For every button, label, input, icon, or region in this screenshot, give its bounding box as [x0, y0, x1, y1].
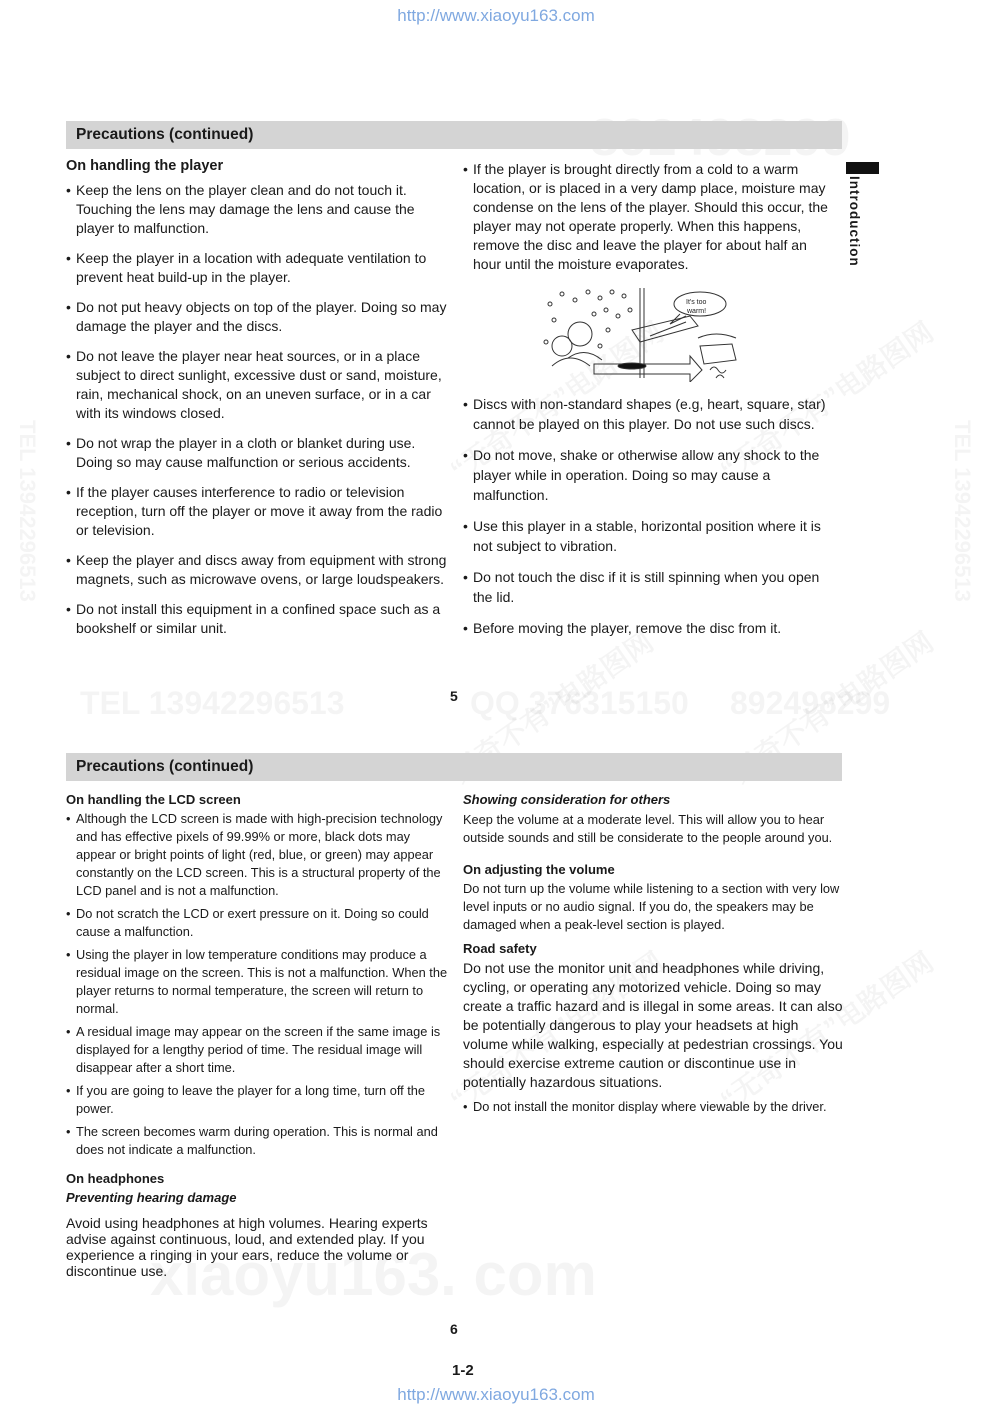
- page5-number: 5: [450, 688, 458, 704]
- page6-section-bar: Precautions (continued): [66, 753, 842, 781]
- header-url[interactable]: http://www.xiaoyu163.com: [397, 6, 595, 25]
- lcd-heading: On handling the LCD screen: [66, 792, 241, 807]
- side-tab-marker: [846, 162, 879, 174]
- footer-url[interactable]: http://www.xiaoyu163.com: [397, 1385, 595, 1404]
- page5-right-column-top: [463, 160, 838, 285]
- volume-text: Do not turn up the volume while listening to a section with very low level inputs or no audio signal. If you do, the speakers may be damaged when a peak-level section is played.: [463, 881, 840, 932]
- list-item: • Do not install the monitor display where viewable by the driver.: [463, 1098, 845, 1116]
- page5-section-bar: Precautions (continued): [66, 121, 842, 149]
- road-text: Do not use the monitor unit and headphones while driving, cycling, or operating any motorized vehicle. Doing so may create a traffic hazard and is illegal in some areas. It can also be potentially dangerous to play your headsets at high volume while walking, especially at pedestrian crossings. You should exercise extreme caution or discontinue use in potentially hazardous situations.: [463, 960, 843, 1090]
- list-item: • Do not touch the disc if it is still spinning when you open the lid.: [463, 567, 838, 607]
- watermark-phone: [80, 685, 345, 722]
- condensation-illustration: [540, 286, 750, 382]
- list-item: • Although the LCD screen is made with high-precision technology and has effective pixels of 99.99% or more, black dots may appear or bright points of light (red, blue, or green) may appear constantly on the LCD screen. This is a structural property of the LCD panel and is not a malfunction.: [66, 810, 450, 900]
- watermark-side-left: [14, 420, 40, 602]
- list-item: • Before moving the player, remove the disc from it.: [463, 618, 838, 638]
- page5-left-list: [66, 181, 450, 638]
- list-item: • If the player causes interference to radio or television reception, turn off the player or move it away from the radio or television.: [66, 483, 450, 540]
- hearing-heading: Preventing hearing damage: [66, 1190, 237, 1205]
- page5-left-heading: On handling the player: [66, 158, 224, 174]
- list-item: • Do not install this equipment in a confined space such as a bookshelf or similar unit.: [66, 600, 450, 638]
- page5-right-column-bottom: [463, 394, 838, 649]
- list-item: • Discs with non-standard shapes (e.g, heart, square, star) cannot be played on this player. Do not use such discs.: [463, 394, 838, 434]
- list-item: • Keep the lens on the player clean and do not touch it. Touching the lens may damage the lens and cause the player to malfunction.: [66, 181, 450, 238]
- headphones-heading: On headphones: [66, 1171, 165, 1186]
- list-item: • Do not leave the player near heat sources, or in a place subject to direct sunlight, excessive dust or sand, moisture, rain, mechanical shock, on an uneven surface, or in a car with its windows closed.: [66, 347, 450, 423]
- list-item: • The screen becomes warm during operation. This is normal and does not indicate a malfunction.: [66, 1123, 450, 1159]
- page5-right-list: [463, 394, 838, 638]
- page5-right-list-top: [463, 160, 838, 274]
- list-item: • Do not move, shake or otherwise allow any shock to the player while in operation. Doing so may cause a malfunction.: [463, 445, 838, 505]
- list-item: • If the player is brought directly from a cold to a warm location, or is placed in a very damp place, moisture may condense on the lens of the player. Should this occur, the player may not operate properly. When this happens, remove the disc and leave the player for about half an hour until the moisture evaporates.: [463, 160, 838, 274]
- road-list: [463, 1098, 845, 1116]
- list-item: • If you are going to leave the player for a long time, turn off the power.: [66, 1082, 450, 1118]
- watermark-side-right: [949, 420, 975, 602]
- list-item: • Using the player in low temperature conditions may produce a residual image on the screen. This is not a malfunction. When the player returns to normal temperature, the screen will return to normal.: [66, 946, 450, 1018]
- others-text: Keep the volume at a moderate level. This will allow you to hear outside sounds and still be considerate to the people around you.: [463, 812, 833, 845]
- volume-heading: On adjusting the volume: [463, 862, 615, 877]
- page6-left-column: [66, 791, 450, 1279]
- illustration-bubble-line-2: warm!: [687, 308, 707, 315]
- list-item: • Use this player in a stable, horizontal position where it is not subject to vibration.: [463, 516, 838, 556]
- others-heading: Showing consideration for others: [463, 792, 671, 807]
- page5-left-column: [66, 157, 450, 649]
- side-tab-label: Introduction: [847, 176, 862, 267]
- page6-right-column: [463, 791, 845, 1121]
- list-item: • Do not scratch the LCD or exert pressure on it. Doing so could cause a malfunction.: [66, 905, 450, 941]
- hearing-text: Avoid using headphones at high volumes. Hearing experts advise against continuous, loud, and extended play. If you experience a ringing in your ears, reduce the volume or discontinue use.: [66, 1215, 428, 1279]
- watermark-qq: [470, 685, 689, 722]
- lcd-list: [66, 810, 450, 1159]
- watermark-num: [730, 685, 890, 722]
- road-heading: Road safety: [463, 941, 537, 956]
- list-item: • A residual image may appear on the screen if the same image is displayed for a lengthy period of time. The residual image will disappear after a short time.: [66, 1023, 450, 1077]
- sheet-number: 1-2: [452, 1362, 474, 1379]
- list-item: • Keep the player in a location with adequate ventilation to prevent heat build-up in the player.: [66, 249, 450, 287]
- list-item: • Do not wrap the player in a cloth or blanket during use. Doing so may cause malfunction or serious accidents.: [66, 434, 450, 472]
- list-item: • Keep the player and discs away from equipment with strong magnets, such as microwave ovens, or large loudspeakers.: [66, 551, 450, 589]
- list-item: • Do not put heavy objects on top of the player. Doing so may damage the player and the discs.: [66, 298, 450, 336]
- illustration-bubble-line-1: It's too: [686, 299, 707, 306]
- page6-number: 6: [450, 1321, 458, 1337]
